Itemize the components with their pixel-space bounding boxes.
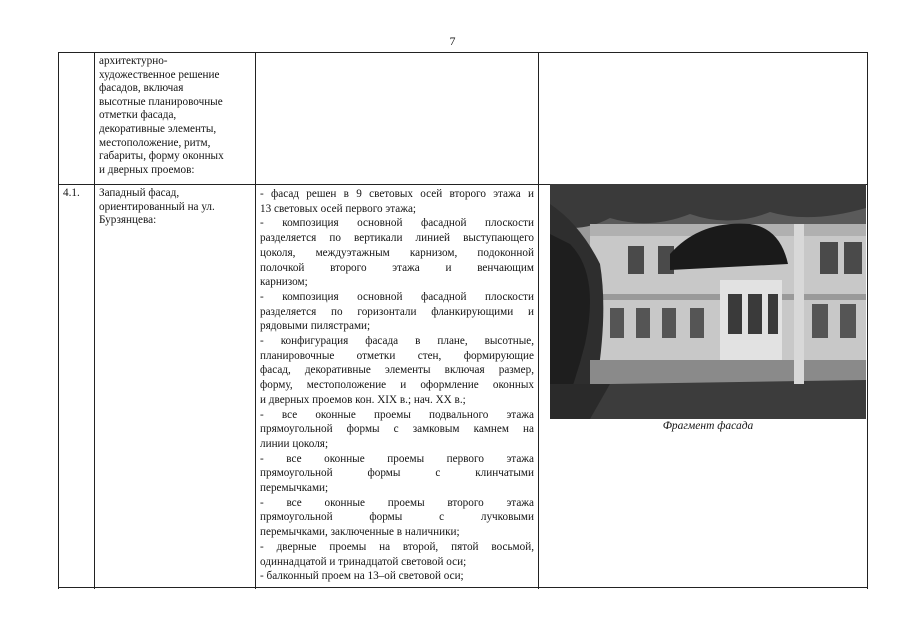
facade-title [99, 187, 253, 228]
text-line: Западный фасад, [99, 187, 180, 199]
text-line: художественное решение [99, 68, 220, 81]
text-line: линии цоколя; [260, 437, 329, 450]
text-line: высотные планировочные [99, 95, 223, 108]
text-line: полочкой второго этажа и венчающим [260, 261, 534, 274]
column-divider-3 [538, 53, 539, 589]
text-line: - конфигурация фасада в плане, высотные, [260, 335, 534, 348]
text-line: прямоугольной формы с замковым камнем на [260, 423, 534, 436]
text-line: ориентированный на ул. [99, 200, 215, 213]
text-line: - композиция основной фасадной плоскости [260, 290, 534, 303]
text-line: - все оконные проемы второго этажа [260, 496, 534, 509]
text-line: фасад, декоративные элементы включая размер, [260, 364, 534, 377]
continued-row-description [99, 55, 253, 177]
text-line: и дверных проемов: [99, 163, 195, 176]
text-line: перемычками; [260, 482, 329, 495]
text-line: габариты, форму оконных [99, 150, 224, 163]
text-line: - дверные проемы на второй, пятой восьмой, [260, 540, 534, 553]
text-line: прямоугольной формы с клинчатыми [260, 467, 534, 480]
text-line: разделяется по горизонтали фланкирующими и [260, 305, 534, 318]
facade-photo [550, 184, 866, 419]
text-line: - балконный проем на 13–ой световой оси; [260, 570, 464, 583]
text-line: фасадов, включая [99, 82, 184, 95]
text-line: - все оконные проемы первого этажа [260, 452, 534, 465]
text-line: перемычками, заключенные в наличники; [260, 526, 460, 539]
text-line: местоположение, ритм, [99, 136, 211, 149]
column-divider-1 [94, 53, 95, 589]
column-divider-right [867, 53, 868, 589]
text-line: карнизом; [260, 276, 308, 289]
text-line: рядовыми пилястрами; [260, 320, 371, 333]
text-line: отметки фасада, [99, 109, 177, 122]
text-line: - фасад решен в 9 световых осей второго этажа и [260, 188, 534, 200]
text-line: Бурзянцева: [99, 214, 157, 227]
text-line: цоколя, междуэтажным карнизом, подоконной [260, 246, 534, 259]
text-line: и дверных проемов кон. XIX в.; нач. XX в.; [260, 393, 466, 406]
text-line: форму, местоположение и оформление оконных [260, 379, 534, 392]
text-line: разделяется по вертикали линией выступающего [260, 232, 534, 245]
row-number [63, 187, 80, 201]
text-line: - композиция основной фасадной плоскости [260, 217, 534, 230]
text-line: архитектурно- [99, 55, 168, 67]
text-line: планировочные отметки стен, формирующие [260, 349, 534, 362]
text-line: декоративные элементы, [99, 122, 217, 135]
text-line: одиннадцатой и тринадцатой световой оси; [260, 555, 467, 568]
text-line: прямоугольной формы с лучковыми [260, 511, 534, 524]
facade-description [260, 187, 534, 584]
text-line: 13 световых осей первого этажа; [260, 202, 417, 215]
photo-caption: Фрагмент фасада [662, 420, 754, 432]
text-line: - все оконные проемы подвального этажа [260, 408, 534, 421]
column-divider-2 [255, 53, 256, 589]
table-bottom-border [59, 587, 868, 588]
facade-photo-graphic [550, 184, 866, 419]
row-number-text: 4.1. [63, 187, 80, 199]
page-number: 7 [449, 34, 456, 48]
